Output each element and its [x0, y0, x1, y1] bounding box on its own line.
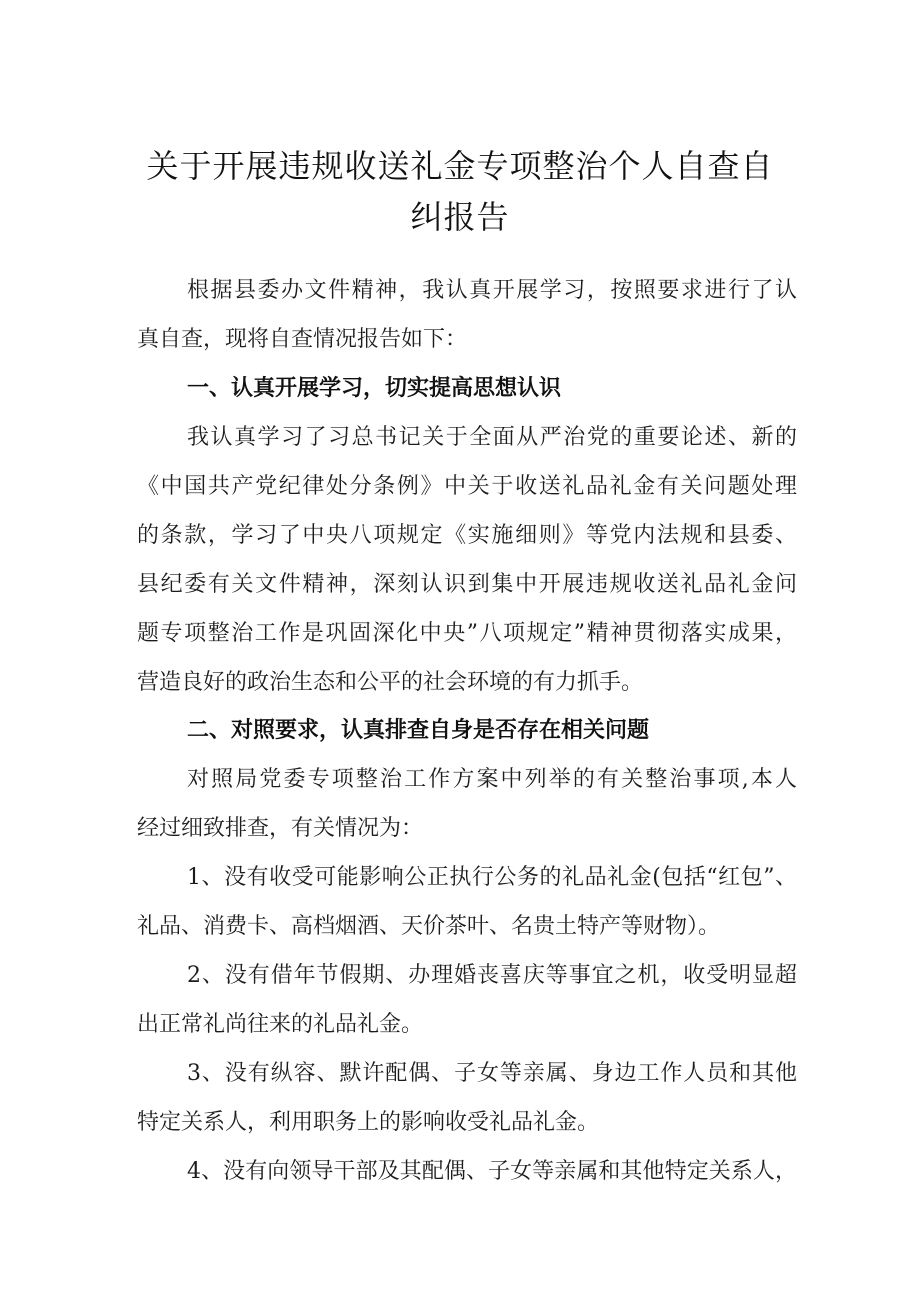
section-1-line-3: 的条款，学习了中央八项规定《实施细则》等党内法规和县委、	[137, 523, 797, 548]
section-1-line-6: 营造良好的政治生态和公平的社会环境的有力抓手。	[137, 670, 644, 695]
section-2-heading: 二、对照要求，认真排查自身是否存在相关问题	[187, 718, 650, 743]
document-title-line-2: 纠报告	[410, 198, 510, 236]
item-3-line-2: 特定关系人，利用职务上的影响收受礼品礼金。	[137, 1110, 600, 1135]
item-2-line-1: 2、没有借年节假期、办理婚丧喜庆等事宜之机，收受明显超	[187, 963, 797, 988]
section-1-line-4: 县纪委有关文件精神，深刻认识到集中开展违规收送礼品礼金问	[137, 572, 797, 597]
item-2-line-2: 出正常礼尚往来的礼品礼金。	[137, 1012, 424, 1037]
section-1-line-1: 我认真学习了习总书记关于全面从严治党的重要论述、新的	[187, 425, 797, 450]
section-2-intro-line-2: 经过细致排查，有关情况为：	[137, 816, 424, 841]
section-1-line-2: 《中国共产党纪律处分条例》中关于收送礼品礼金有关问题处理	[137, 474, 797, 499]
item-4-line-1: 4、没有向领导干部及其配偶、子女等亲属和其他特定关系人，	[187, 1159, 797, 1184]
document-title-line-1: 关于开展违规收送礼金专项整治个人自查自	[146, 147, 774, 185]
item-3-line-1: 3、没有纵容、默许配偶、子女等亲属、身边工作人员和其他	[187, 1061, 797, 1086]
intro-line-1: 根据县委办文件精神，我认真开展学习，按照要求进行了认	[187, 278, 797, 303]
item-1-line-1: 1、没有收受可能影响公正执行公务的礼品礼金(包括“红包”、	[187, 865, 797, 890]
item-1-line-2: 礼品、消费卡、高档烟酒、天价茶叶、名贵土特产等财物）。	[137, 914, 721, 939]
section-2-intro-line-1: 对照局党委专项整治工作方案中列举的有关整治事项,本人	[187, 767, 797, 792]
section-1-heading: 一、认真开展学习，切实提高思想认识	[187, 376, 562, 401]
intro-line-2: 真自查，现将自查情况报告如下：	[137, 327, 468, 352]
section-1-line-5: 题专项整治工作是巩固深化中央”八项规定”精神贯彻落实成果，	[137, 621, 797, 646]
